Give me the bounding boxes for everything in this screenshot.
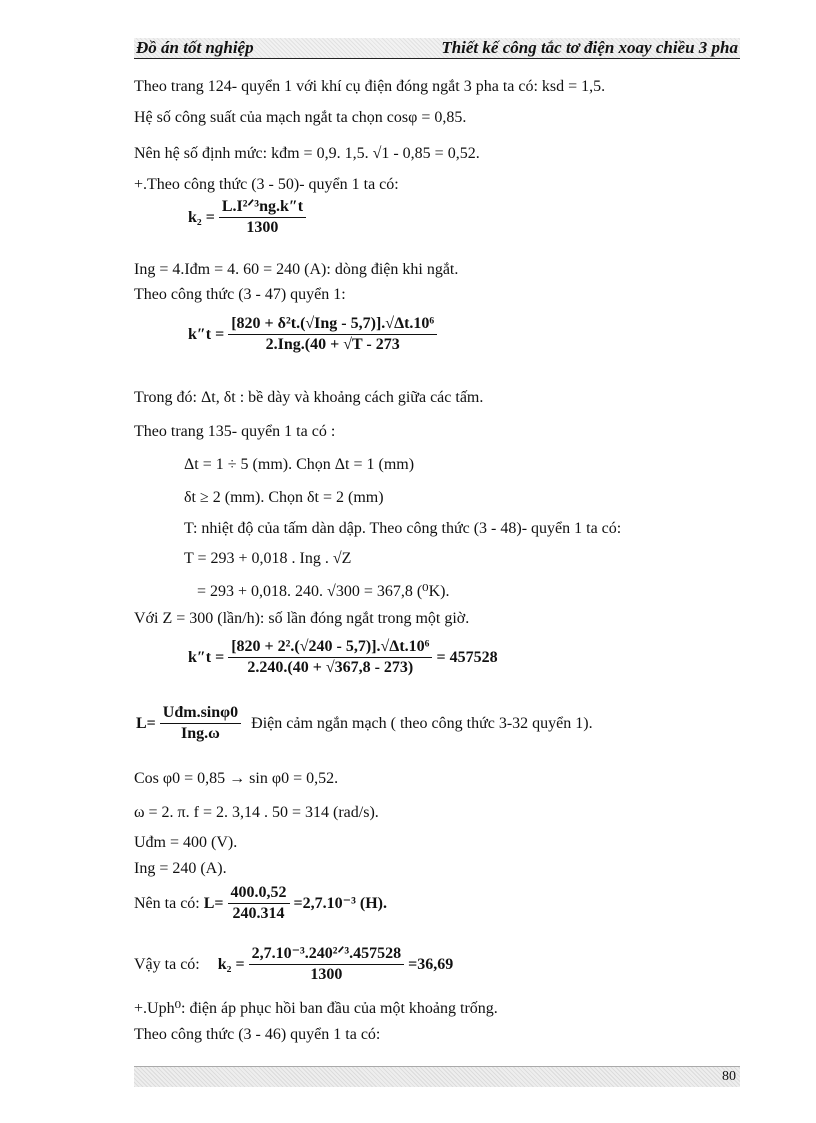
formula-intro: Nên ta có: bbox=[134, 894, 200, 912]
formula-kt-value bbox=[188, 638, 498, 678]
text-line: δt ≥ 2 (mm). Chọn δt = 2 (mm) bbox=[184, 489, 384, 506]
text-line: Ing = 240 (A). bbox=[134, 860, 227, 877]
formula-fraction bbox=[228, 315, 437, 355]
formula-intro: Vậy ta có: bbox=[134, 955, 200, 973]
page-footer bbox=[134, 1066, 740, 1087]
text-line: ω = 2. π. f = 2. 3,14 . 50 = 314 (rad/s). bbox=[134, 804, 379, 821]
formula-lhs: k″t = bbox=[188, 325, 225, 343]
fraction-denominator: 1300 bbox=[246, 219, 279, 237]
page-number: 80 bbox=[722, 1069, 736, 1084]
fraction-denominator: 1300 bbox=[310, 966, 343, 984]
text-line: T = 293 + 0,018 . Ing . √Z bbox=[184, 550, 352, 567]
text-line: Theo công thức (3 - 46) quyển 1 ta có: bbox=[134, 1026, 381, 1043]
formula-k2 bbox=[188, 198, 306, 238]
text-line: Nên hệ số định mức: kđm = 0,9. 1,5. √1 - 0,85 = 0,52. bbox=[134, 145, 480, 162]
formula-kt bbox=[188, 315, 437, 355]
text-line: Ing = 4.Iđm = 4. 60 = 240 (A): dòng điện khi ngắt. bbox=[134, 261, 459, 278]
header-left-title: Đồ án tốt nghiệp bbox=[136, 38, 254, 57]
formula-L-value bbox=[134, 884, 387, 924]
formula-lhs: k″t = bbox=[188, 648, 225, 666]
fraction-numerator: 400.0,52 bbox=[228, 884, 290, 904]
formula-lhs: k₂ = bbox=[188, 208, 215, 226]
text-line: Δt = 1 ÷ 5 (mm). Chọn Δt = 1 (mm) bbox=[184, 456, 415, 473]
text-line: T: nhiệt độ của tấm dàn dập. Theo công thức (3 - 48)- quyển 1 ta có: bbox=[184, 520, 622, 537]
fraction-denominator: 2.Ing.(40 + √T - 273 bbox=[265, 336, 400, 354]
header-right-title: Thiết kế công tắc tơ điện xoay chiều 3 pha bbox=[441, 38, 738, 57]
formula-result: =2,7.10⁻³ (H). bbox=[293, 894, 388, 912]
text-line: = 293 + 0,018. 240. √300 = 367,8 (⁰K). bbox=[197, 583, 450, 600]
fraction-numerator: 2,7.10⁻³.240²ᐟ³.457528 bbox=[249, 945, 405, 965]
fraction-numerator: [820 + δ²t.(√Ing - 5,7)].√Δt.10⁶ bbox=[228, 315, 437, 335]
formula-k2-value bbox=[134, 945, 453, 985]
text-line: Hệ số công suất của mạch ngắt ta chọn cosφ = 0,85. bbox=[134, 109, 467, 126]
formula-fraction bbox=[219, 198, 306, 238]
text-line: Theo trang 135- quyển 1 ta có : bbox=[134, 423, 336, 440]
text-line: Theo trang 124- quyển 1 với khí cụ điện đóng ngắt 3 pha ta có: ksd = 1,5. bbox=[134, 78, 606, 95]
fraction-denominator: 2.240.(40 + √367,8 - 273) bbox=[247, 659, 414, 677]
formula-fraction bbox=[160, 704, 241, 744]
fraction-numerator: Uđm.sinφ0 bbox=[160, 704, 241, 724]
formula-L bbox=[136, 704, 593, 744]
formula-fraction bbox=[228, 884, 290, 924]
fraction-denominator: 240.314 bbox=[232, 905, 285, 923]
formula-caption: Điện cảm ngắn mạch ( theo công thức 3-32 quyển 1). bbox=[251, 714, 593, 732]
formula-lhs: L= bbox=[203, 894, 224, 912]
text-line: +.Uph⁰: điện áp phục hồi ban đầu của một khoảng trống. bbox=[134, 1000, 498, 1017]
formula-fraction bbox=[228, 638, 432, 678]
text-line: +.Theo công thức (3 - 50)- quyển 1 ta có: bbox=[134, 176, 399, 193]
fraction-denominator: Ing.ω bbox=[181, 725, 220, 743]
formula-lhs: L= bbox=[136, 714, 156, 732]
fraction-numerator: [820 + 2².(√240 - 5,7)].√Δt.10⁶ bbox=[228, 638, 432, 658]
text-line: Uđm = 400 (V). bbox=[134, 834, 238, 851]
fraction-numerator: L.I²ᐟ³ng.k″t bbox=[219, 198, 306, 218]
formula-result: =36,69 bbox=[408, 955, 454, 973]
formula-lhs: k₂ = bbox=[217, 955, 245, 973]
text-line: Với Z = 300 (lần/h): số lần đóng ngắt trong một giờ. bbox=[134, 610, 470, 627]
text-line: Cos φ0 = 0,85 → sin φ0 = 0,52. bbox=[134, 770, 339, 787]
formula-result: = 457528 bbox=[436, 648, 498, 666]
text-line: Theo công thức (3 - 47) quyển 1: bbox=[134, 286, 346, 303]
formula-fraction bbox=[249, 945, 405, 985]
page-header bbox=[134, 38, 740, 59]
text-line: Trong đó: Δt, δt : bề dày và khoảng cách giữa các tấm. bbox=[134, 389, 484, 406]
